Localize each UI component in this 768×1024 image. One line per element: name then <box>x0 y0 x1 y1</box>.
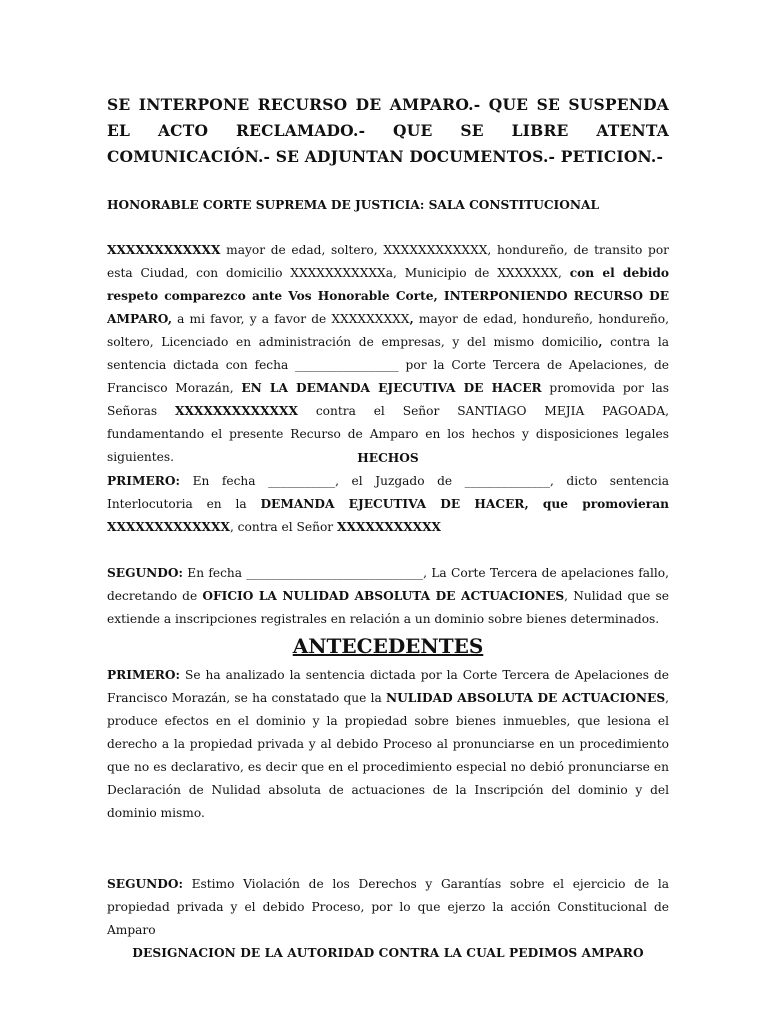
intro-s11: XXXXXXXXXXXXX <box>175 404 298 418</box>
intro-s5: , <box>409 312 414 326</box>
hechos-2-s3: OFICIO LA NULIDAD ABSOLUTA DE ACTUACIONES <box>202 589 565 603</box>
hechos-1-s2: En fecha ___________, el Juzgado de ______________, dicto sentencia Interlocutoria en la <box>107 474 669 511</box>
intro-s3: con el debido respeto comparezco ante Vos Honorable Corte, INTERPONIENDO RECURSO DE AMPARO, <box>107 266 669 326</box>
hechos-1-s5: XXXXXXXXXXX <box>337 520 442 534</box>
intro-s1: XXXXXXXXXXXX <box>107 243 221 257</box>
antecedentes-1-s4: , produce efectos en el dominio y la propiedad sobre bienes inmuebles, que lesiona el derecho a la propiedad privada y al debido Proceso al pronunciarse en un procedimiento que no es declarativo, es decir que en el procedimiento especial no debió pronunciarse en Declaración de Nulidad absoluta de actuaciones de la Inscripción del dominio y del dominio mismo. <box>107 691 669 820</box>
hechos-primero-paragraph <box>107 470 669 539</box>
intro-s12: contra el Señor SANTIAGO MEJIA PAGOADA, fundamentando el presente Recurso de Amparo en los hechos y disposiciones legales siguientes. <box>107 404 669 464</box>
document-title: SE INTERPONE RECURSO DE AMPARO.- QUE SE SUSPENDA EL ACTO RECLAMADO.- QUE SE LIBRE ATENTA COMUNICACIÓN.- SE ADJUNTAN DOCUMENTOS.- PETICION.- <box>107 95 669 166</box>
antecedentes-1-s3: NULIDAD ABSOLUTA DE ACTUACIONES <box>386 691 666 705</box>
hechos-2-s2: En fecha _____________________________, La Corte Tercera de apelaciones fallo, decretando de <box>107 566 669 603</box>
antecedentes-heading: ANTECEDENTES <box>292 634 484 658</box>
antecedentes-segundo-paragraph <box>107 873 669 942</box>
antecedentes-1-s2: Se ha analizado la sentencia dictada por la Corte Tercera de Apelaciones de Francisco Morazán, se ha constatado que la <box>107 668 669 705</box>
antecedentes-1-s1: PRIMERO: <box>107 668 181 682</box>
antecedentes-2-s2: Estimo Violación de los Derechos y Garantías sobre el ejercicio de la propiedad privada y el debido Proceso, por lo que ejerzo la acción Constitucional de Amparo <box>107 877 669 937</box>
hechos-2-s1: SEGUNDO: <box>107 566 183 580</box>
intro-s7: , <box>598 335 603 349</box>
intro-s10: promovida por las Señoras <box>107 381 670 418</box>
hechos-2-s4: , Nulidad que se extiende a inscripciones registrales en relación a un dominio sobre bienes determinados. <box>107 589 669 626</box>
intro-s4: a mi favor, y a favor de XXXXXXXXX <box>171 312 410 326</box>
hechos-heading: HECHOS <box>357 451 419 465</box>
hechos-segundo-paragraph <box>107 562 669 631</box>
intro-paragraph <box>107 239 669 469</box>
intro-s6: mayor de edad, hondureño, hondureño, soltero, Licenciado en administración de empresas, y del mismo domicilio <box>107 312 669 349</box>
antecedentes-2-s1: SEGUNDO: <box>107 877 183 891</box>
intro-s8: contra la sentencia dictada con fecha _________________ por la Corte Tercera de Apelaciones, de Francisco Morazán, <box>107 335 669 395</box>
designacion-heading: DESIGNACION DE LA AUTORIDAD CONTRA LA CUAL PEDIMOS AMPARO <box>132 946 644 960</box>
hechos-1-s4: , contra el Señor <box>229 520 337 534</box>
hechos-1-s1: PRIMERO: <box>107 474 181 488</box>
hechos-1-s3: DEMANDA EJECUTIVA DE HACER, que promovieran XXXXXXXXXXXXX <box>107 497 669 534</box>
antecedentes-primero-paragraph <box>107 664 669 825</box>
intro-s9: EN LA DEMANDA EJECUTIVA DE HACER <box>241 381 542 395</box>
intro-s2: mayor de edad, soltero, XXXXXXXXXXXX, hondureño, de transito por esta Ciudad, con domicilio XXXXXXXXXXXa, Municipio de XXXXXXX, <box>107 243 669 280</box>
addressee-line: HONORABLE CORTE SUPREMA DE JUSTICIA: SALA CONSTITUCIONAL <box>107 198 600 212</box>
